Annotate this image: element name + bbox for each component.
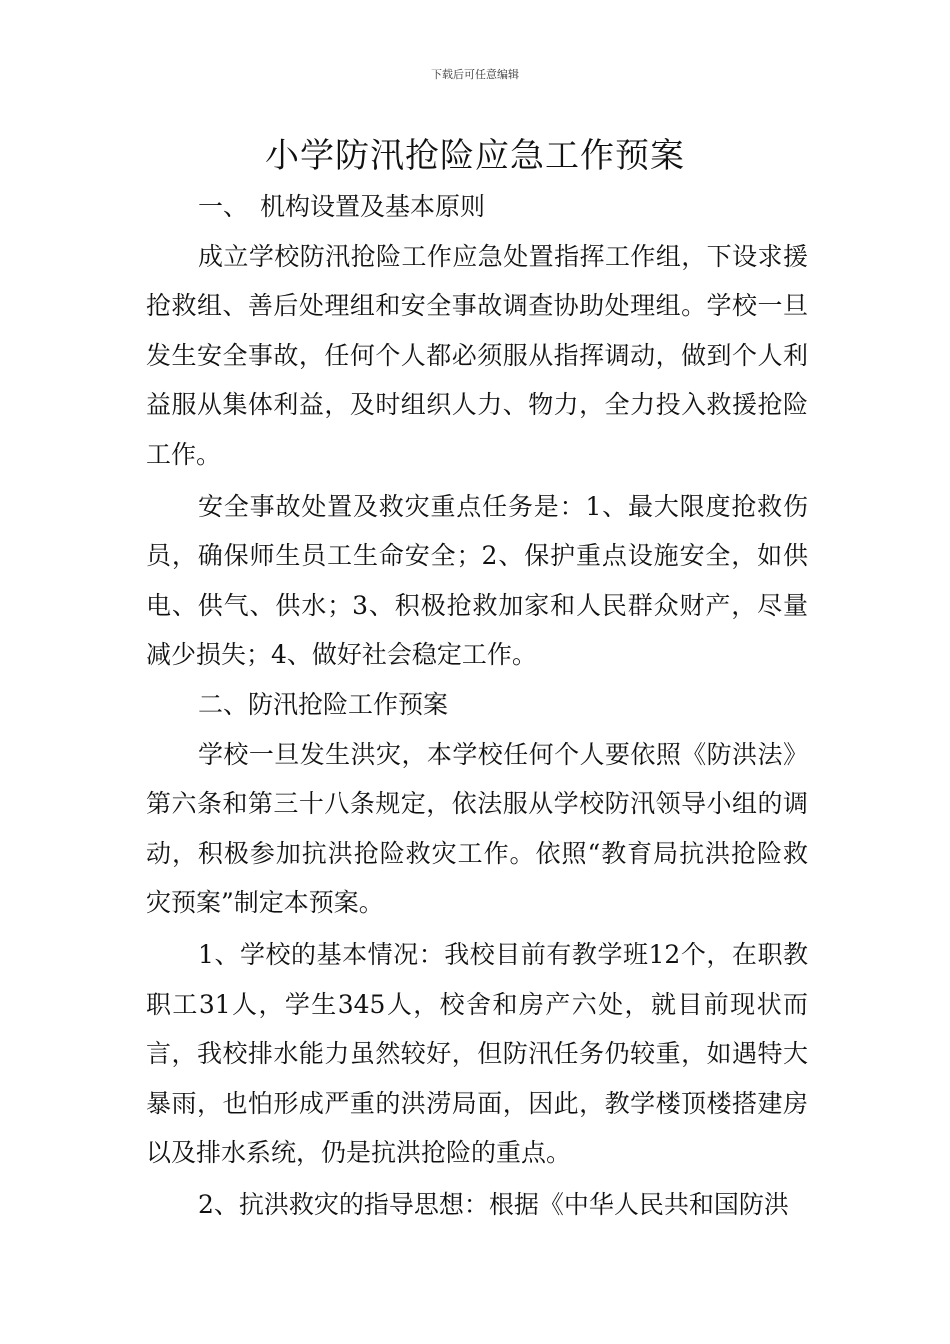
paragraph: 安全事故处置及救灾重点任务是：1、最大限度抢救伤员，确保师生员工生命安全；2、保护重点设施安全，如供电、供气、供水；3、积极抢救加家和人民群众财产，尽量减少损失；4、做好社会稳定工作。 [146,491,808,670]
section-heading-text: 机构设置及基本原则 [260,192,486,221]
header-note: 下载后可任意编辑 [431,68,519,81]
document-body [146,182,808,1229]
paragraph: 学校一旦发生洪灾，本学校任何个人要依照《防洪法》第六条和第三十八条规定，依法服从学校防汛领导小组的调动，积极参加抗洪抢险救灾工作。依照“教育局抗洪抢险救灾预案”制定本预案。 [146,739,808,918]
section-number: 一、 [198,192,249,221]
section-heading-1 [146,182,808,232]
paragraph: 2、抗洪救灾的指导思想：根据《中华人民共和国防洪 [198,1189,789,1219]
paragraph: 成立学校防汛抢险工作应急处置指挥工作组，下设求援抢救组、善后处理组和安全事故调查协助处理组。学校一旦发生安全事故，任何个人都必须服从指挥调动，做到个人利益服从集体利益，及时组织人力、物力，全力投入救援抢险工作。 [146,241,808,469]
section-heading-2: 二、防汛抢险工作预案 [198,689,449,719]
page-title: 小学防汛抢险应急工作预案 [265,136,685,176]
paragraph: 1、学校的基本情况：我校目前有教学班12个，在职教职工31人，学生345人，校舍和房产六处，就目前现状而言，我校排水能力虽然较好，但防汛任务仍较重，如遇特大暴雨，也怕形成严重的洪涝局面，因此，教学楼顶楼搭建房以及排水系统，仍是抗洪抢险的重点。 [146,939,808,1168]
